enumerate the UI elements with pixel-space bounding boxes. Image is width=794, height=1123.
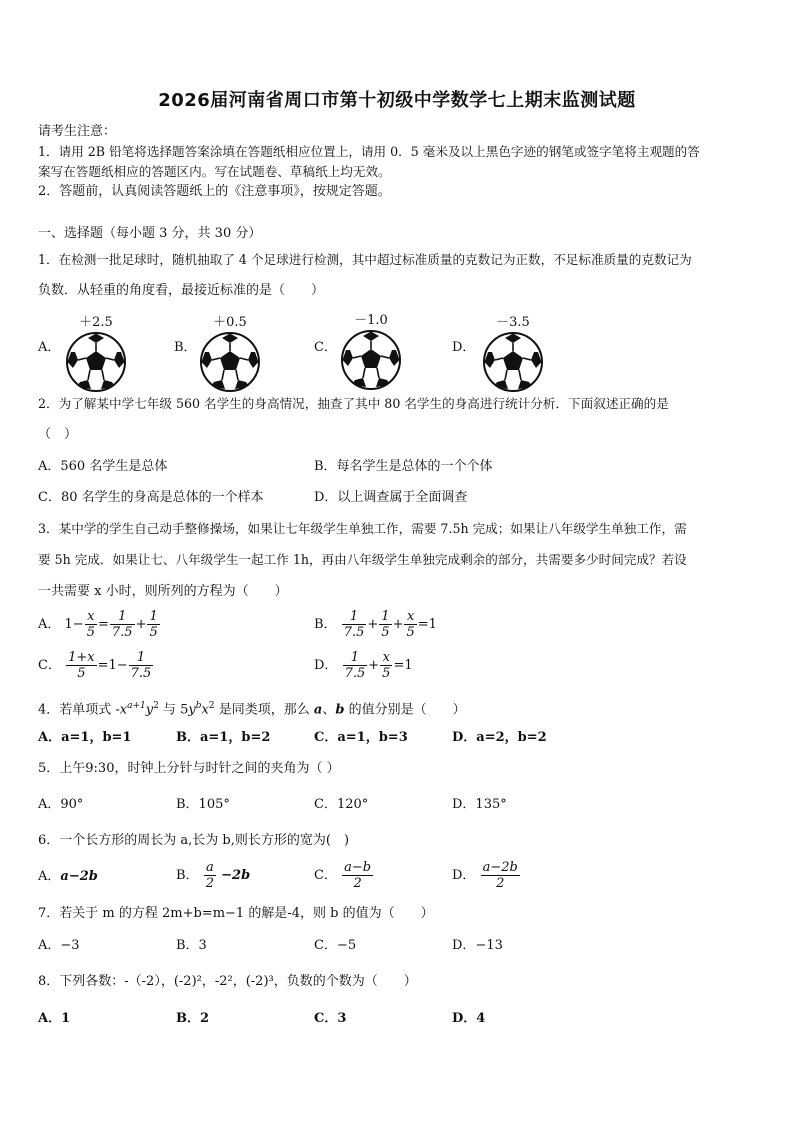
q3-option-c[interactable] <box>38 650 154 681</box>
q1-option-a[interactable] <box>64 311 128 398</box>
q6-option-a[interactable] <box>38 868 98 886</box>
q5-option-a[interactable]: A．90° <box>38 797 84 812</box>
fraction <box>110 609 135 640</box>
frac-den: 5 <box>86 625 95 640</box>
q1-option-c-label: C． <box>314 340 337 355</box>
q3a-text-2: = <box>97 617 109 632</box>
q6-option-b-tail: −2b <box>221 868 251 883</box>
q6-stem: 6．一个长方形的周长为 a,长为 b,则长方形的宽为( ) <box>38 833 350 848</box>
frac-num: 1 <box>110 609 135 625</box>
q4-exp: 2 <box>208 701 215 711</box>
q3-option-c-label: C． <box>38 658 61 673</box>
q4-var: x <box>119 702 128 718</box>
fraction <box>204 860 216 891</box>
q1-option-a-value: ＋2.5 <box>79 315 113 330</box>
q3d-text-1: + <box>368 658 380 673</box>
q1-option-d-value: －3.5 <box>496 315 530 330</box>
q2-stem-line2: （ ） <box>38 427 78 442</box>
q3-stem-line1: 3．某中学的学生自己动手整修操场，如果让七年级学生单独工作，需要 7.5h 完成；如果让八年级学生单独工作，需 <box>38 521 687 536</box>
q4-exp: 2 <box>153 701 159 711</box>
fraction <box>481 860 520 891</box>
q8-option-b[interactable]: B．2 <box>176 1011 210 1026</box>
q4-stem <box>38 697 466 719</box>
fraction <box>343 650 368 681</box>
frac-num: 1 <box>149 609 158 624</box>
frac-den: 7.5 <box>111 625 133 640</box>
frac-num: a−b <box>344 860 372 875</box>
q1-option-c[interactable] <box>339 309 403 396</box>
q6-option-d[interactable] <box>452 860 521 891</box>
q3a-text-3: + <box>135 617 147 632</box>
q7-option-a[interactable]: A．−3 <box>38 938 80 953</box>
q1-option-d-label: D． <box>452 340 476 355</box>
frac-den: 7.5 <box>343 625 365 640</box>
frac-den: 2 <box>353 876 362 891</box>
q2-stem-line1: 2．为了解某中学七年级 560 名学生的身高情况，抽查了其中 80 名学生的身高进行统计分析．下面叙述正确的是 <box>38 396 669 411</box>
q2-option-b[interactable]: B．每名学生是总体的一个个体 <box>314 459 493 474</box>
q6-option-a-expr: a−2b <box>60 869 98 884</box>
frac-num: a−2b <box>482 860 518 875</box>
frac-num: x <box>85 609 97 625</box>
q1-option-b-value: ＋0.5 <box>213 315 247 330</box>
q7-option-b[interactable]: B．3 <box>176 938 207 953</box>
q5-option-b[interactable]: B．105° <box>176 797 230 812</box>
q1-stem-line2: 负数．从轻重的角度看，最接近标准的是（ ） <box>38 283 325 298</box>
q4-exp: a+1 <box>127 701 146 711</box>
q8-option-c[interactable]: C．3 <box>314 1011 347 1026</box>
q3-option-d[interactable] <box>314 650 413 681</box>
frac-num: 1 <box>343 650 368 666</box>
fraction <box>379 609 391 640</box>
q4-exp: b <box>195 701 202 711</box>
q7-stem: 7．若关于 m 的方程 2m+b=m−1 的解是-4，则 b 的值为（ ） <box>38 906 434 921</box>
q3-option-a-label: A． <box>38 617 61 632</box>
frac-den: 7.5 <box>344 666 366 681</box>
frac-num: x <box>380 650 392 666</box>
q4-var: y <box>145 702 154 718</box>
frac-num: 1 <box>381 609 390 624</box>
q3b-text-1: + <box>367 617 379 632</box>
frac-den: 5 <box>382 666 391 681</box>
q6-option-b-label: B． <box>176 868 199 883</box>
q5-stem: 5．上午9:30，时钟上分针与时针之间的夹角为（ ） <box>38 761 340 776</box>
q4-var: y <box>188 702 196 718</box>
frac-num: 1+x <box>68 650 95 665</box>
q1-option-a-label: A． <box>38 340 61 355</box>
q3-stem-line3: 一共需要 x 小时，则所列的方程为（ ） <box>38 584 288 599</box>
q1-option-d[interactable] <box>481 311 545 398</box>
q3b-text-2: + <box>392 617 404 632</box>
notice-heading: 请考生注意： <box>38 124 117 139</box>
q7-option-d[interactable]: D．−13 <box>452 938 503 953</box>
q6-option-c[interactable] <box>314 860 374 891</box>
q6-option-d-label: D． <box>452 868 476 883</box>
q3-option-d-label: D． <box>314 658 338 673</box>
q2-option-d[interactable]: D．以上调查属于全面调查 <box>314 490 468 505</box>
soccer-ball-icon <box>64 330 128 394</box>
q6-option-b[interactable] <box>176 860 250 891</box>
q4-sep: 、 <box>322 702 336 718</box>
q7-option-c[interactable]: C．−5 <box>314 938 357 953</box>
frac-den: 5 <box>406 625 415 640</box>
frac-den: 2 <box>496 876 505 891</box>
fraction <box>380 650 392 681</box>
q1-stem-line1: 1．在检测一批足球时，随机抽取了 4 个足球进行检测，其中超过标准质量的克数记为正数，不足标准质量的克数记为 <box>38 252 692 267</box>
q4-option-b[interactable]: B．a=1，b=2 <box>176 730 271 745</box>
q4-stem-mid: 与 5 <box>163 702 189 718</box>
frac-num: 1 <box>129 650 154 666</box>
frac-den: 5 <box>149 625 158 640</box>
notice-item-2: 2．答题前，认真阅读答题纸上的《注意事项》，按规定答题。 <box>38 184 391 199</box>
q2-option-a[interactable]: A．560 名学生是总体 <box>38 459 168 474</box>
q3b-text-3: =1 <box>417 617 437 632</box>
fraction <box>147 609 159 640</box>
q4-var: x <box>201 702 209 718</box>
q4-var-a: a <box>313 702 323 718</box>
q4-option-c[interactable]: C．a=1，b=3 <box>314 730 408 745</box>
q4-stem-pre: 4．若单项式 - <box>38 702 120 718</box>
frac-den: 5 <box>381 625 390 640</box>
frac-den: 7.5 <box>130 666 152 681</box>
q6-option-c-label: C． <box>314 868 337 883</box>
q5-option-d[interactable]: D．135° <box>452 797 507 812</box>
frac-den: 5 <box>77 666 86 681</box>
q5-option-c[interactable]: C．120° <box>314 797 369 812</box>
q3-option-b[interactable] <box>314 609 437 640</box>
page-title: 2026届河南省周口市第十初级中学数学七上期末监测试题 <box>158 90 636 111</box>
frac-num: a <box>204 860 216 876</box>
fraction <box>129 650 154 681</box>
q1-option-b[interactable] <box>198 311 262 398</box>
q6-option-a-label: A． <box>38 869 61 884</box>
fraction <box>85 609 97 640</box>
fraction <box>342 609 367 640</box>
q3-stem-line2: 要 5h 完成．如果让七、八年级学生一起工作 1h，再由八年级学生单独完成剩余的部分，共需要多少时间完成？若设 <box>38 552 687 567</box>
q1-option-c-value: －1.0 <box>354 313 388 328</box>
q8-stem: 8．下列各数：-（-2），(-2)²，-2²，(-2)³，负数的个数为（ ） <box>38 974 417 989</box>
frac-num: x <box>404 609 416 625</box>
q3-option-a[interactable] <box>38 609 161 640</box>
fraction <box>342 860 373 891</box>
frac-den: 2 <box>205 876 214 891</box>
q4-option-a[interactable]: A．a=1，b=1 <box>38 730 132 745</box>
q3-option-b-label: B． <box>314 617 337 632</box>
q4-var-b: b <box>335 702 345 718</box>
soccer-ball-icon <box>198 330 262 394</box>
notice-item-1: 1．请用 2B 铅笔将选择题答案涂填在答题纸相应位置上，请用 0．5 毫米及以上黑色字迹的钢笔或签字笔将主观题的答 <box>38 144 700 159</box>
q4-option-d[interactable]: D．a=2，b=2 <box>452 730 547 745</box>
q8-option-a[interactable]: A．1 <box>38 1011 71 1026</box>
q4-stem-end: 的值分别是（ ） <box>348 702 466 718</box>
q8-option-d[interactable]: D．4 <box>452 1011 486 1026</box>
q4-stem-post: 是同类项，那么 <box>218 702 310 718</box>
frac-num: 1 <box>342 609 367 625</box>
fraction <box>66 650 97 681</box>
notice-item-1-cont: 案写在答题纸相应的答题区内。写在试题卷、草稿纸上均无效。 <box>38 164 391 179</box>
soccer-ball-icon <box>481 330 545 394</box>
section-heading: 一、选择题（每小题 3 分，共 30 分） <box>38 226 262 241</box>
q3d-text-2: =1 <box>393 658 413 673</box>
q3a-text-1: 1− <box>64 617 84 632</box>
q3c-text-1: =1− <box>97 658 128 673</box>
soccer-ball-icon <box>339 328 403 392</box>
q1-option-b-label: B． <box>174 340 197 355</box>
fraction <box>404 609 416 640</box>
q2-option-c[interactable]: C．80 名学生的身高是总体的一个样本 <box>38 490 264 505</box>
